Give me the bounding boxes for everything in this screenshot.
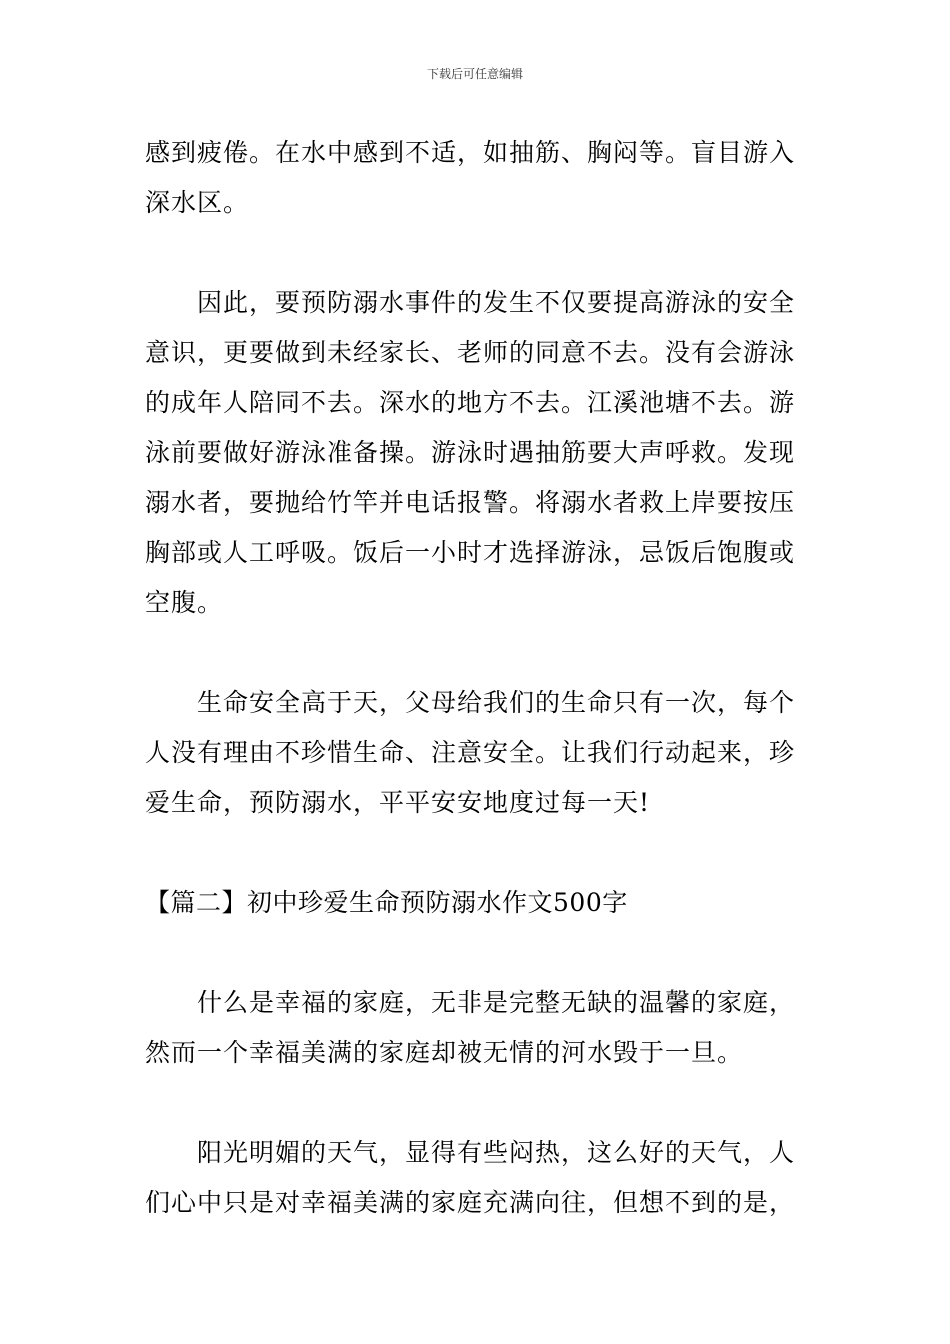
paragraph-happy-family: 什么是幸福的家庭，无非是完整无缺的温馨的家庭，然而一个幸福美满的家庭却被无情的河水毁于一旦。 — [145, 988, 796, 1067]
section-heading: 【篇二】初中珍爱生命预防溺水作文500字 — [145, 888, 628, 917]
paragraph-prevention: 因此，要预防溺水事件的发生不仅要提高游泳的安全意识，更要做到未经家长、老师的同意不去。没有会游泳的成年人陪同不去。深水的地方不去。江溪池塘不去。游泳前要做好游泳准备操。游泳时遇抽筋要大声呼救。发现溺水者，要抛给竹竿并电话报警。将溺水者救上岸要按压胸部或人工呼吸。饭后一小时才选择游泳，忌饭后饱腹或空腹。 — [145, 288, 796, 617]
paragraph-conclusion: 生命安全高于天，父母给我们的生命只有一次，每个人没有理由不珍惜生命、注意安全。让我们行动起来，珍爱生命，预防溺水，平平安安地度过每一天! — [145, 688, 796, 817]
paragraph-sunny-day: 阳光明媚的天气，显得有些闷热，这么好的天气，人们心中只是对幸福美满的家庭充满向往，但想不到的是， — [145, 1138, 796, 1217]
document-body — [145, 128, 815, 1228]
page-header: 下载后可任意编辑 — [426, 67, 523, 81]
paragraph-continuation: 感到疲倦。在水中感到不适，如抽筋、胸闷等。盲目游入深水区。 — [145, 138, 796, 217]
